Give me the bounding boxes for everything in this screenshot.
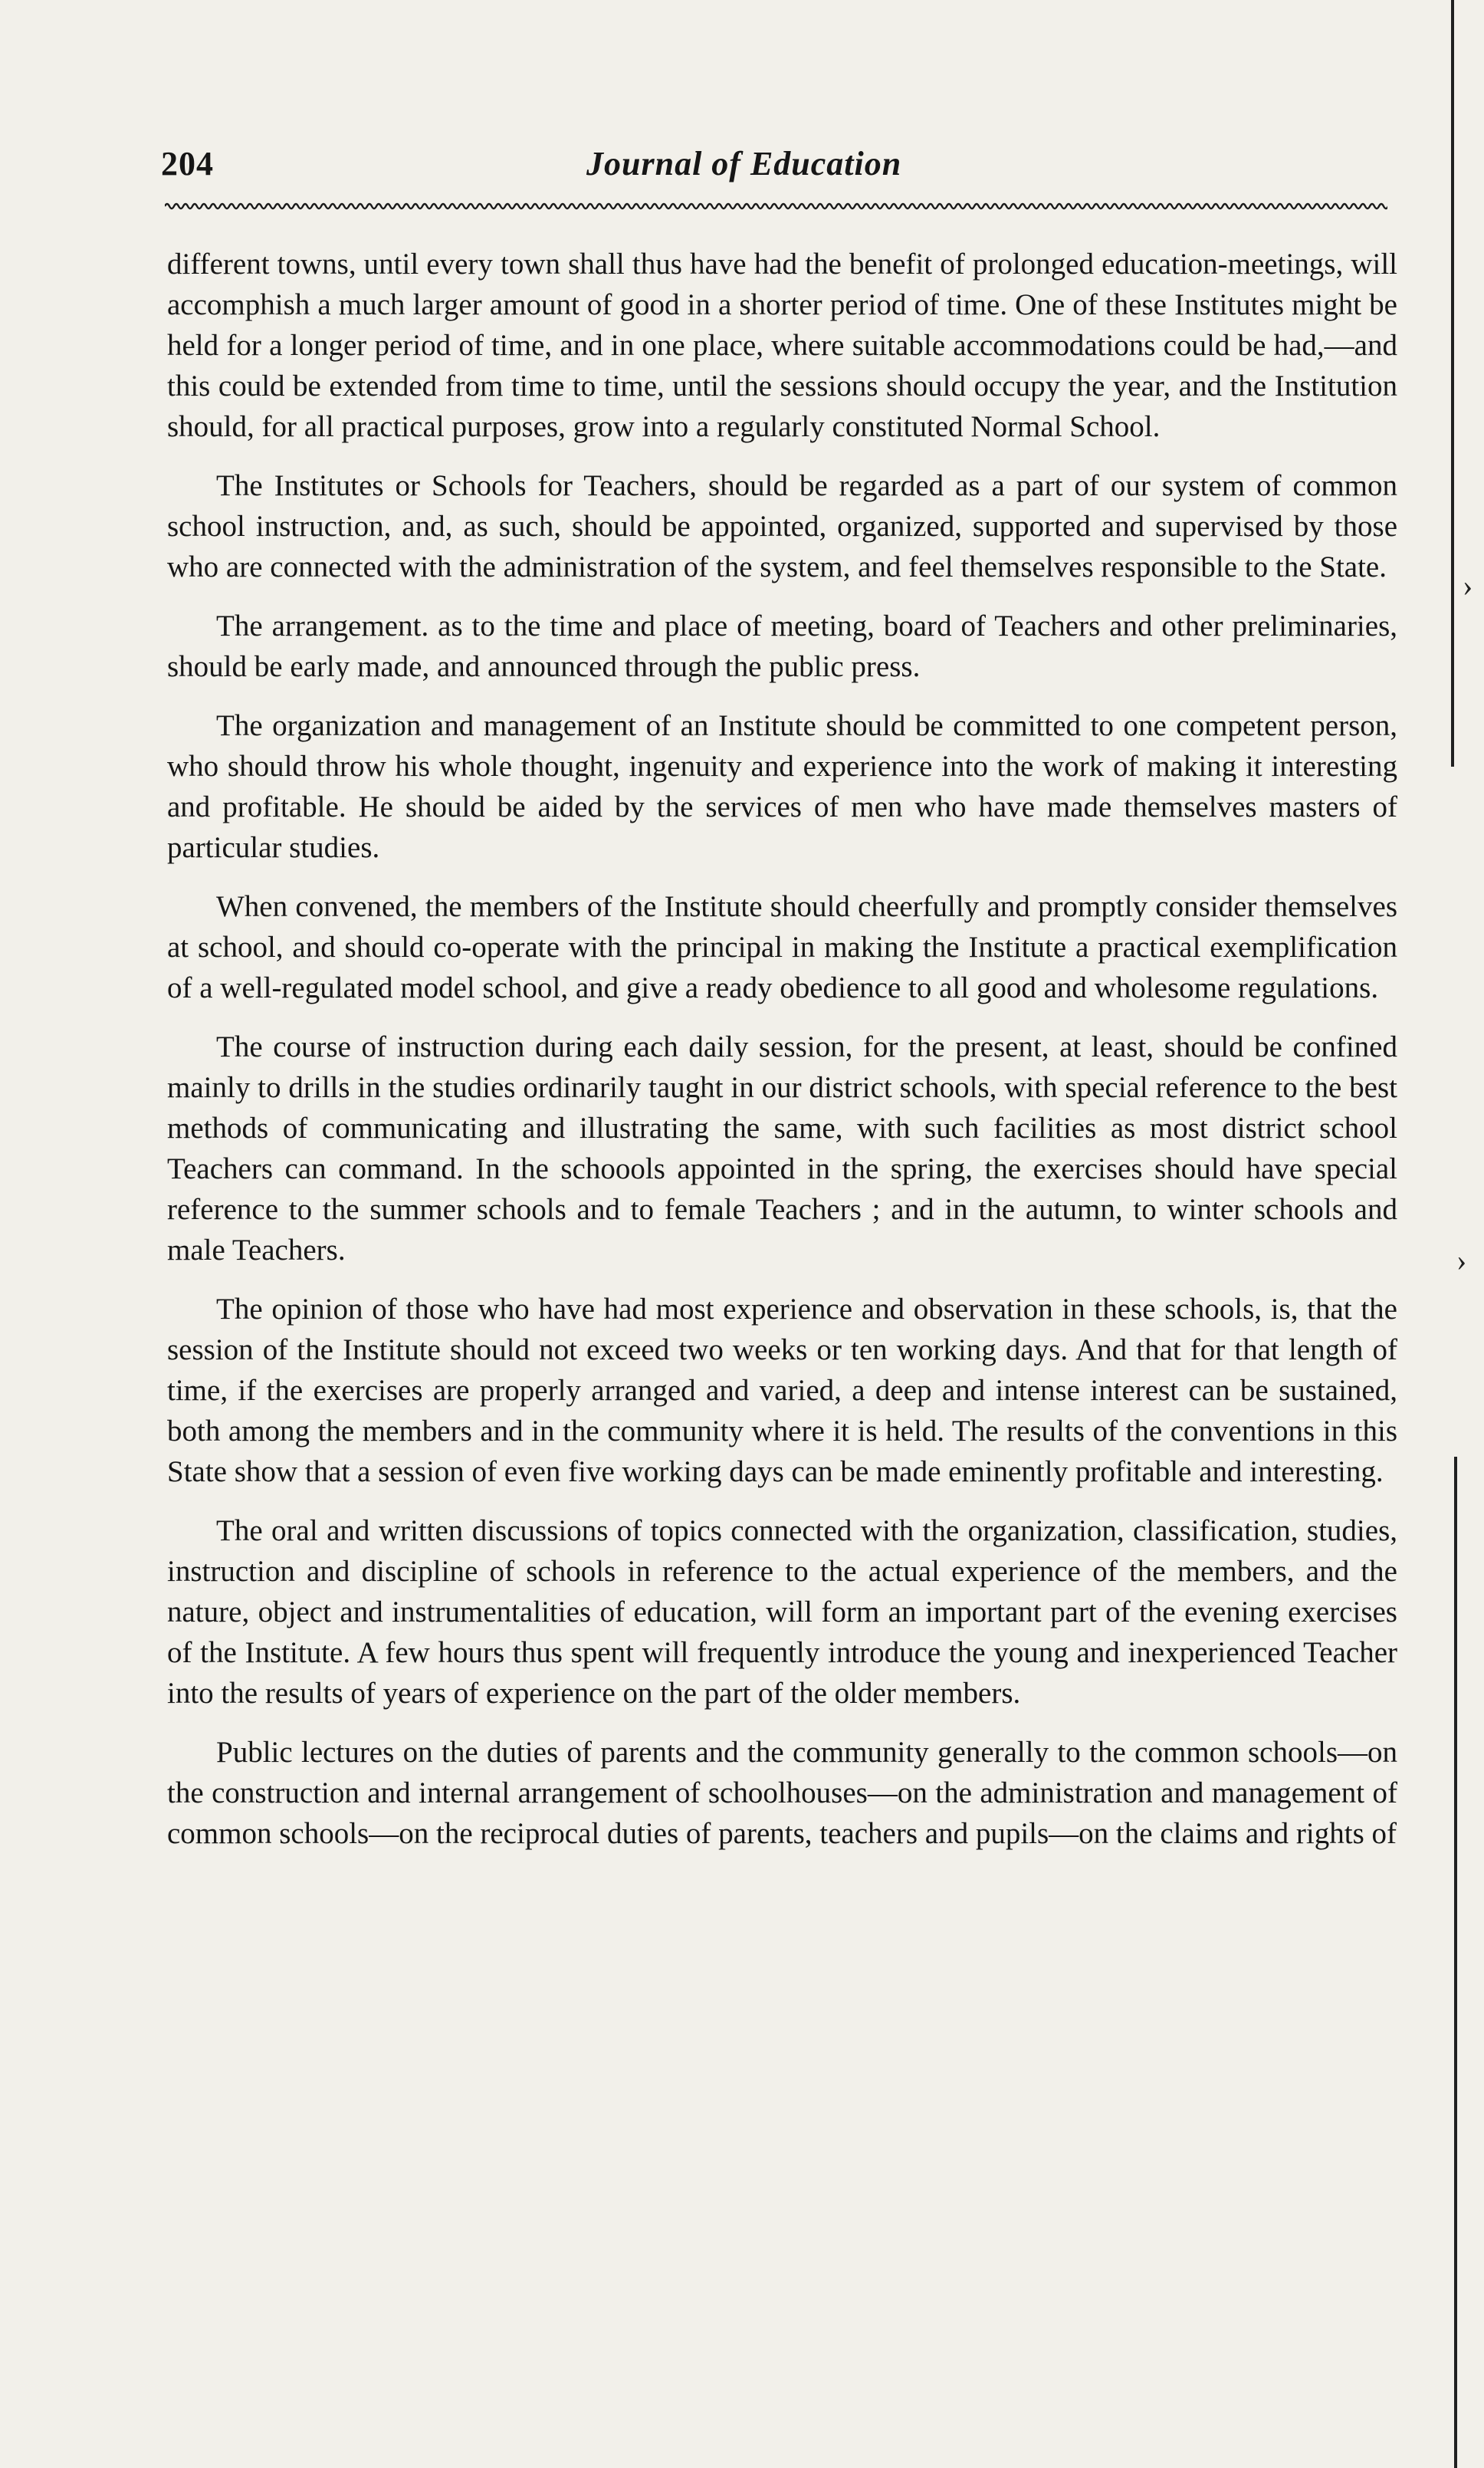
page-header: [161, 144, 1387, 190]
paragraph-continuation: different towns, until every town shall thus have had the benefit of prolonged education-meetings, will accomphish a much larger amount of good in a shorter period of time. One of these Institutes might be held for a longer period of time, and in one place, where suitable accommodations could be had,—and this could be extended from time to time, until the sessions should occupy the year, and the Institution should, for all practical purposes, grow into a regularly constituted Normal School.: [167, 248, 1397, 443]
article-body: [167, 244, 1397, 1872]
paragraph: The course of instruction during each daily session, for the present, at least, should be confined mainly to drills in the studies ordinarily taught in our district schools, with special reference to the best methods of communicating and illustrating the same, with such facilities as most district school Teachers can command. In the schoools appointed in the spring, the exercises should have special reference to the summer schools and to female Teachers ; and in the autumn, to winter schools and male Teachers.: [167, 1030, 1397, 1267]
paragraph: When convened, the members of the Institute should cheerfully and promptly consider themselves at school, and should co-operate with the principal in making the Institute a practical exemplification of a well-regulated model school, and give a ready obedience to all good and wholesome regulations.: [167, 890, 1397, 1004]
paragraph: The oral and written discussions of topics connected with the organization, classification, studies, instruction and discipline of schools in reference to the actual experience of the members, and the nature, object and instrumentalities of education, will form an important part of the evening exercises of the Institute. A few hours thus spent will frequently introduce the young and inexperienced Teacher into the results of years of experience on the part of the older members.: [167, 1514, 1397, 1710]
margin-bracket-mark: ›: [1463, 568, 1473, 603]
paragraph: Public lectures on the duties of parents and the community generally to the common schools—on the construction and internal arrangement of schoolhouses—on the administration and management of common schools—on the reciprocal duties of parents, teachers and pupils—on the claims and rights of: [167, 1736, 1397, 1850]
header-wavy-rule: [165, 201, 1387, 212]
binding-edge-line: [1451, 0, 1454, 767]
binding-edge-line: [1454, 1457, 1457, 2468]
paragraph: The opinion of those who have had most experience and observation in these schools, is, that the session of the Institute should not exceed two weeks or ten working days. And that for that length of time, if the exercises are properly arranged and varied, a deep and intense interest can be sustained, both among the members and in the community where it is held. The results of the conventions in this State show that a session of even five working days can be made eminently profitable and interesting.: [167, 1293, 1397, 1488]
paragraph: The arrangement. as to the time and place of meeting, board of Teachers and other preliminaries, should be early made, and announced through the public press.: [167, 610, 1397, 683]
paragraph: The Institutes or Schools for Teachers, should be regarded as a part of our system of common school instruction, and, as such, should be appointed, organized, supported and supervised by those who are connected with the administration of the system, and feel themselves responsible to the State.: [167, 469, 1397, 583]
page-number: 204: [161, 145, 214, 182]
paragraph: The organization and management of an Institute should be committed to one competent person, who should throw his whole thought, ingenuity and experience into the work of making it interesting and profitable. He should be aided by the services of men who have made themselves masters of particular studies.: [167, 709, 1397, 864]
margin-bracket-mark: ›: [1456, 1243, 1467, 1277]
running-title: Journal of Education: [586, 145, 902, 182]
